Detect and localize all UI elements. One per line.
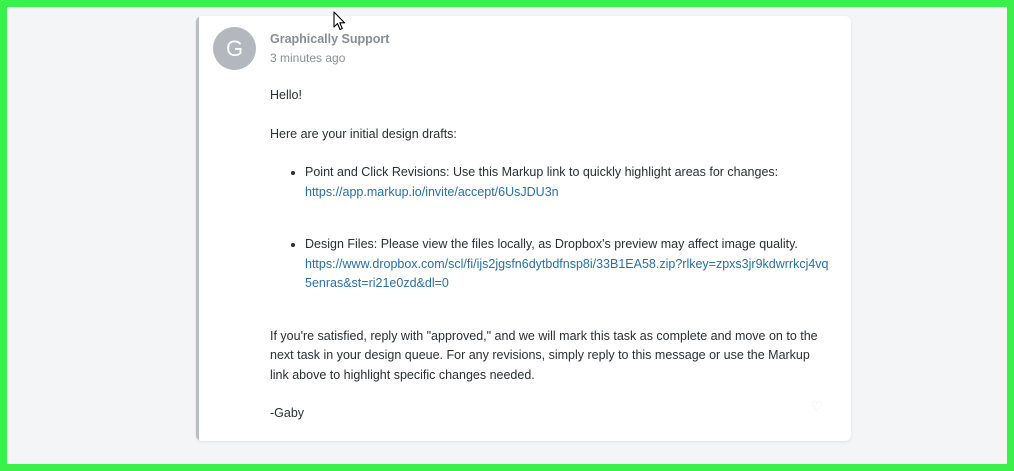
- message-card: [196, 16, 851, 441]
- message-timestamp: 3 minutes ago: [270, 51, 346, 65]
- list-item: [305, 163, 830, 202]
- list-item-text: Design Files: Please view the files locally, as Dropbox's preview may affect image quality.: [305, 237, 798, 251]
- card-accent-bar: [196, 16, 199, 441]
- closing-text: If you're satisfied, reply with "approved," and we will mark this task as complete and move on to the next task in your design queue. For any revisions, simply reply to this message or use the Markup link above to highlight specific changes needed.: [270, 328, 818, 382]
- signature-text: -Gaby: [270, 406, 305, 420]
- markup-link[interactable]: https://app.markup.io/invite/accept/6UsJDU3n: [305, 184, 559, 199]
- heart-icon[interactable]: ♡: [810, 398, 823, 414]
- avatar: [213, 27, 256, 70]
- drafts-list: [270, 163, 830, 294]
- mouse-cursor-icon: [333, 11, 347, 31]
- intro-text: Here are your initial design drafts:: [270, 126, 457, 141]
- page-background: [7, 7, 1007, 464]
- sender-name: Graphically Support: [270, 32, 390, 46]
- greeting-text: Hello!: [270, 88, 302, 102]
- avatar-letter: G: [225, 35, 244, 61]
- message-body: [270, 86, 830, 424]
- dropbox-link[interactable]: https://www.dropbox.com/scl/fi/ijs2jgsfn6dytbdfnsp8i/33B1EA58.zip?rlkey=zpxs3jr9kdwrrkcj4vq5enras&st=ri21e0zd&dl=0: [305, 256, 829, 290]
- list-item-text: Point and Click Revisions: Use this Markup link to quickly highlight areas for changes:: [305, 165, 779, 179]
- list-item: [305, 235, 830, 294]
